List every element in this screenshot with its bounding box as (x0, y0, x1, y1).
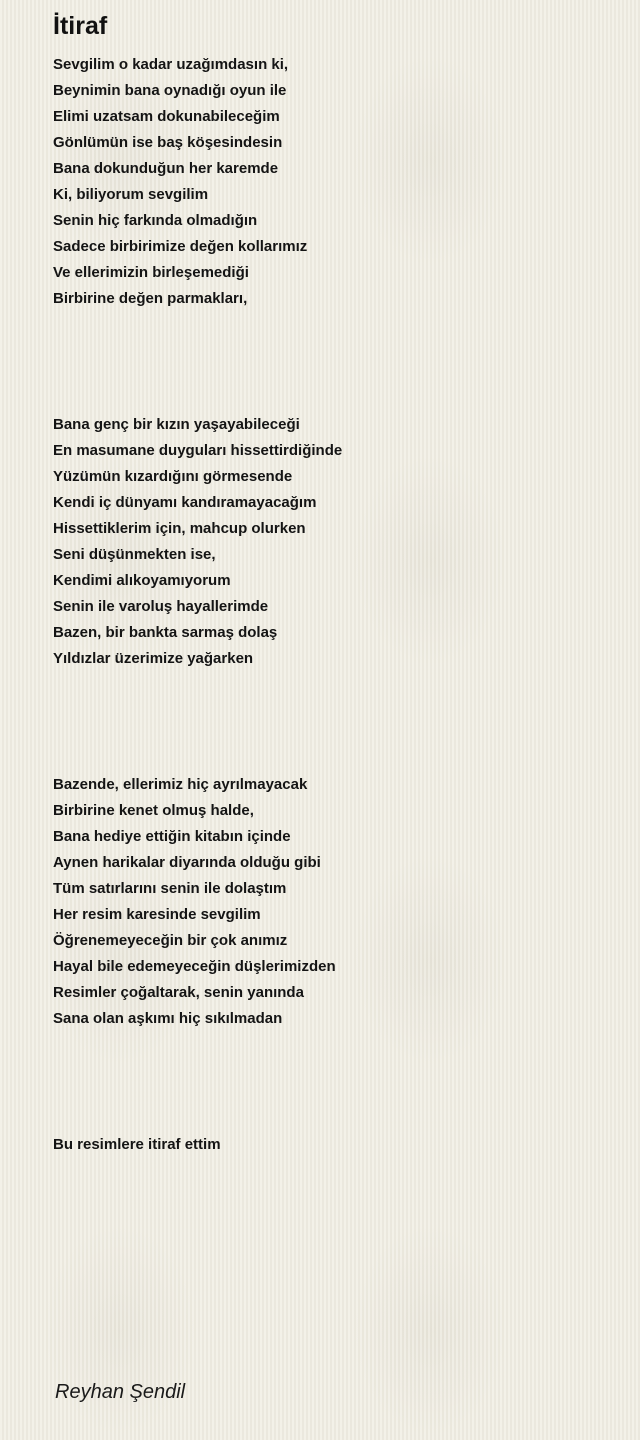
poem-line: Seni düşünmekten ise, (53, 546, 216, 563)
poem-line: Sadece birbirimize değen kollarımız (53, 238, 308, 255)
poem-line: Birbirine kenet olmuş halde, (53, 802, 254, 819)
poem-line: Hissettiklerim için, mahcup olurken (53, 520, 306, 537)
poem-line: En masumane duyguları hissettirdiğinde (53, 442, 343, 459)
poem-body (53, 52, 613, 1258)
stanza-4 (53, 1132, 613, 1158)
stanza-3 (53, 772, 613, 1032)
poem-line: Ve ellerimizin birleşemediği (53, 264, 249, 281)
poem-line: Birbirine değen parmakları, (53, 290, 248, 307)
poem-line: Bazen, bir bankta sarmaş dolaş (53, 624, 278, 641)
poem-line: Resimler çoğaltarak, senin yanında (53, 984, 304, 1001)
poem-line: Tüm satırlarını senin ile dolaştım (53, 880, 287, 897)
poem-line: Ki, biliyorum sevgilim (53, 186, 209, 203)
author-signature: Reyhan Şendil (55, 1381, 186, 1403)
poem-line: Her resim karesinde sevgilim (53, 906, 261, 923)
poem-line: Elimi uzatsam dokunabileceğim (53, 108, 280, 125)
poem-line: Beynimin bana oynadığı oyun ile (53, 82, 287, 99)
poem-line: Öğrenemeyeceğin bir çok anımız (53, 932, 288, 949)
poem-line: Kendimi alıkoyamıyorum (53, 572, 231, 589)
poem-line: Yıldızlar üzerimize yağarken (53, 650, 254, 667)
poem-title: İtiraf (53, 12, 108, 40)
poem-line: Bana dokunduğun her karemde (53, 160, 279, 177)
poem-line: Hayal bile edemeyeceğin düşlerimizden (53, 958, 336, 975)
stanza-2 (53, 412, 613, 672)
poem-line: Bu resimlere itiraf ettim (53, 1136, 221, 1153)
stanza-1 (53, 52, 613, 312)
poem-line: Senin hiç farkında olmadığın (53, 212, 258, 229)
poem-line: Bana hediye ettiğin kitabın içinde (53, 828, 291, 845)
poem-line: Bana genç bir kızın yaşayabileceği (53, 416, 300, 433)
poem-line: Sevgilim o kadar uzağımdasın ki, (53, 56, 289, 73)
poem-line: Bazende, ellerimiz hiç ayrılmayacak (53, 776, 308, 793)
poem-line: Gönlümün ise baş köşesindesin (53, 134, 283, 151)
poem-line: Senin ile varoluş hayallerimde (53, 598, 269, 615)
poem-line: Yüzümün kızardığını görmesende (53, 468, 293, 485)
poem-line: Kendi iç dünyamı kandıramayacağım (53, 494, 317, 511)
poem-line: Aynen harikalar diyarında olduğu gibi (53, 854, 321, 871)
poem-line: Sana olan aşkımı hiç sıkılmadan (53, 1010, 283, 1027)
